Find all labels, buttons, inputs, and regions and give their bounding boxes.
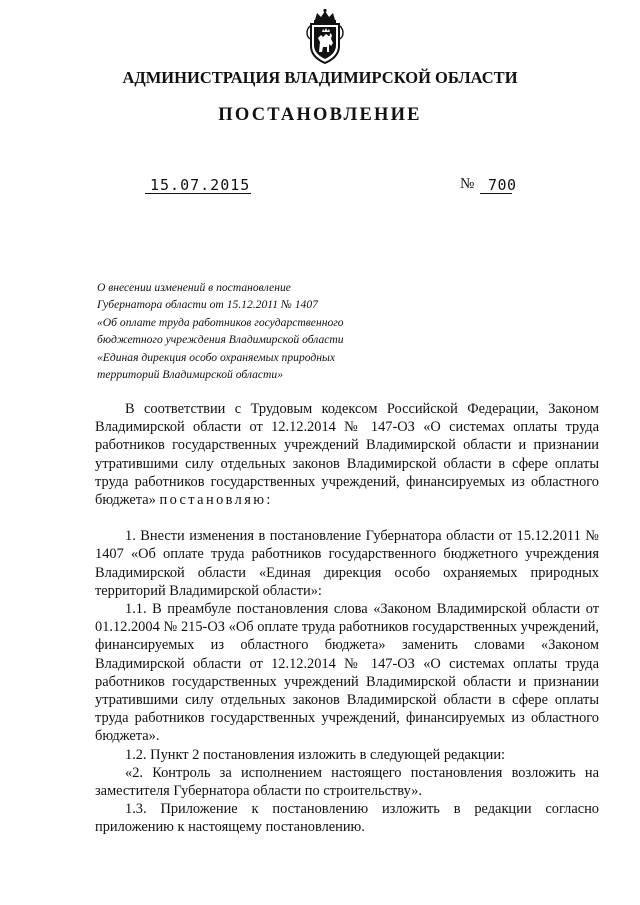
paragraph-1-1: 1.1. В преамбуле постановления слова «Законом Владимирской области от 01.12.2004 № 215-ОЗ «Об оплате труда работников государственных учреждений, финансируемых из областного бюджета» заменить словами «Законом Владимирской области от 12.12.2014 № 147-ОЗ «О системах оплаты труда работников государственных учреждений Владимирской области и признании утратившими силу отдельных законов Владимирской области в сфере оплаты труда работников государственных учреждений, финансируемых из областного бюджета». <box>95 601 599 745</box>
subject-line: Губернатора области от 15.12.2011 № 1407 <box>97 298 318 312</box>
document-body <box>95 400 599 837</box>
document-date: 15.07.2015 <box>150 176 251 194</box>
date-underline <box>145 193 251 194</box>
organization-title: АДМИНИСТРАЦИЯ ВЛАДИМИРСКОЙ ОБЛАСТИ <box>122 68 518 87</box>
paragraph-1-2: 1.2. Пункт 2 постановления изложить в следующей редакции: <box>125 746 506 763</box>
document-number: 700 <box>488 176 517 194</box>
number-underline <box>480 193 512 194</box>
paragraph-1-3: 1.3. Приложение к постановлению изложить в редакции согласно приложению к настоящему постановлению. <box>95 801 599 836</box>
coat-of-arms-icon <box>302 8 348 64</box>
document-subject <box>97 279 397 383</box>
subject-line: «Об оплате труда работников государственного <box>97 315 344 329</box>
subject-line: О внесении изменений в постановление <box>97 281 291 294</box>
preamble-text: В соответствии с Трудовым кодексом Российской Федерации, Законом Владимирской области от 12.12.2014 № 147-ОЗ «О системах оплаты труда работников государственных учреждений Владимирской области и признании утратившими силу отдельных законов Владимирской области в сфере оплаты труда работников государственных учреждений, финансируемых из областного бюджета» <box>95 401 599 509</box>
subject-line: территорий Владимирской области» <box>97 368 284 382</box>
paragraph-1: 1. Внести изменения в постановление Губернатора области от 15.12.2011 № 1407 «Об оплате труда работников государственного бюджетного учреждения Владимирской области «Единая дирекция особо охраняемых природных территорий Владимирской области»: <box>95 528 599 599</box>
subject-line: «Единая дирекция особо охраняемых природных <box>97 350 335 364</box>
paragraph-1-2-quote: «2. Контроль за исполнением настоящего постановления возложить на заместителя Губернатора области по строительству». <box>95 764 599 800</box>
number-sign: № <box>460 176 475 192</box>
preamble-paragraph <box>95 400 599 509</box>
subject-line: бюджетного учреждения Владимирской области <box>97 333 344 347</box>
document-type-heading: ПОСТАНОВЛЕНИЕ <box>218 105 422 125</box>
decree-word: постановляю: <box>159 492 273 509</box>
